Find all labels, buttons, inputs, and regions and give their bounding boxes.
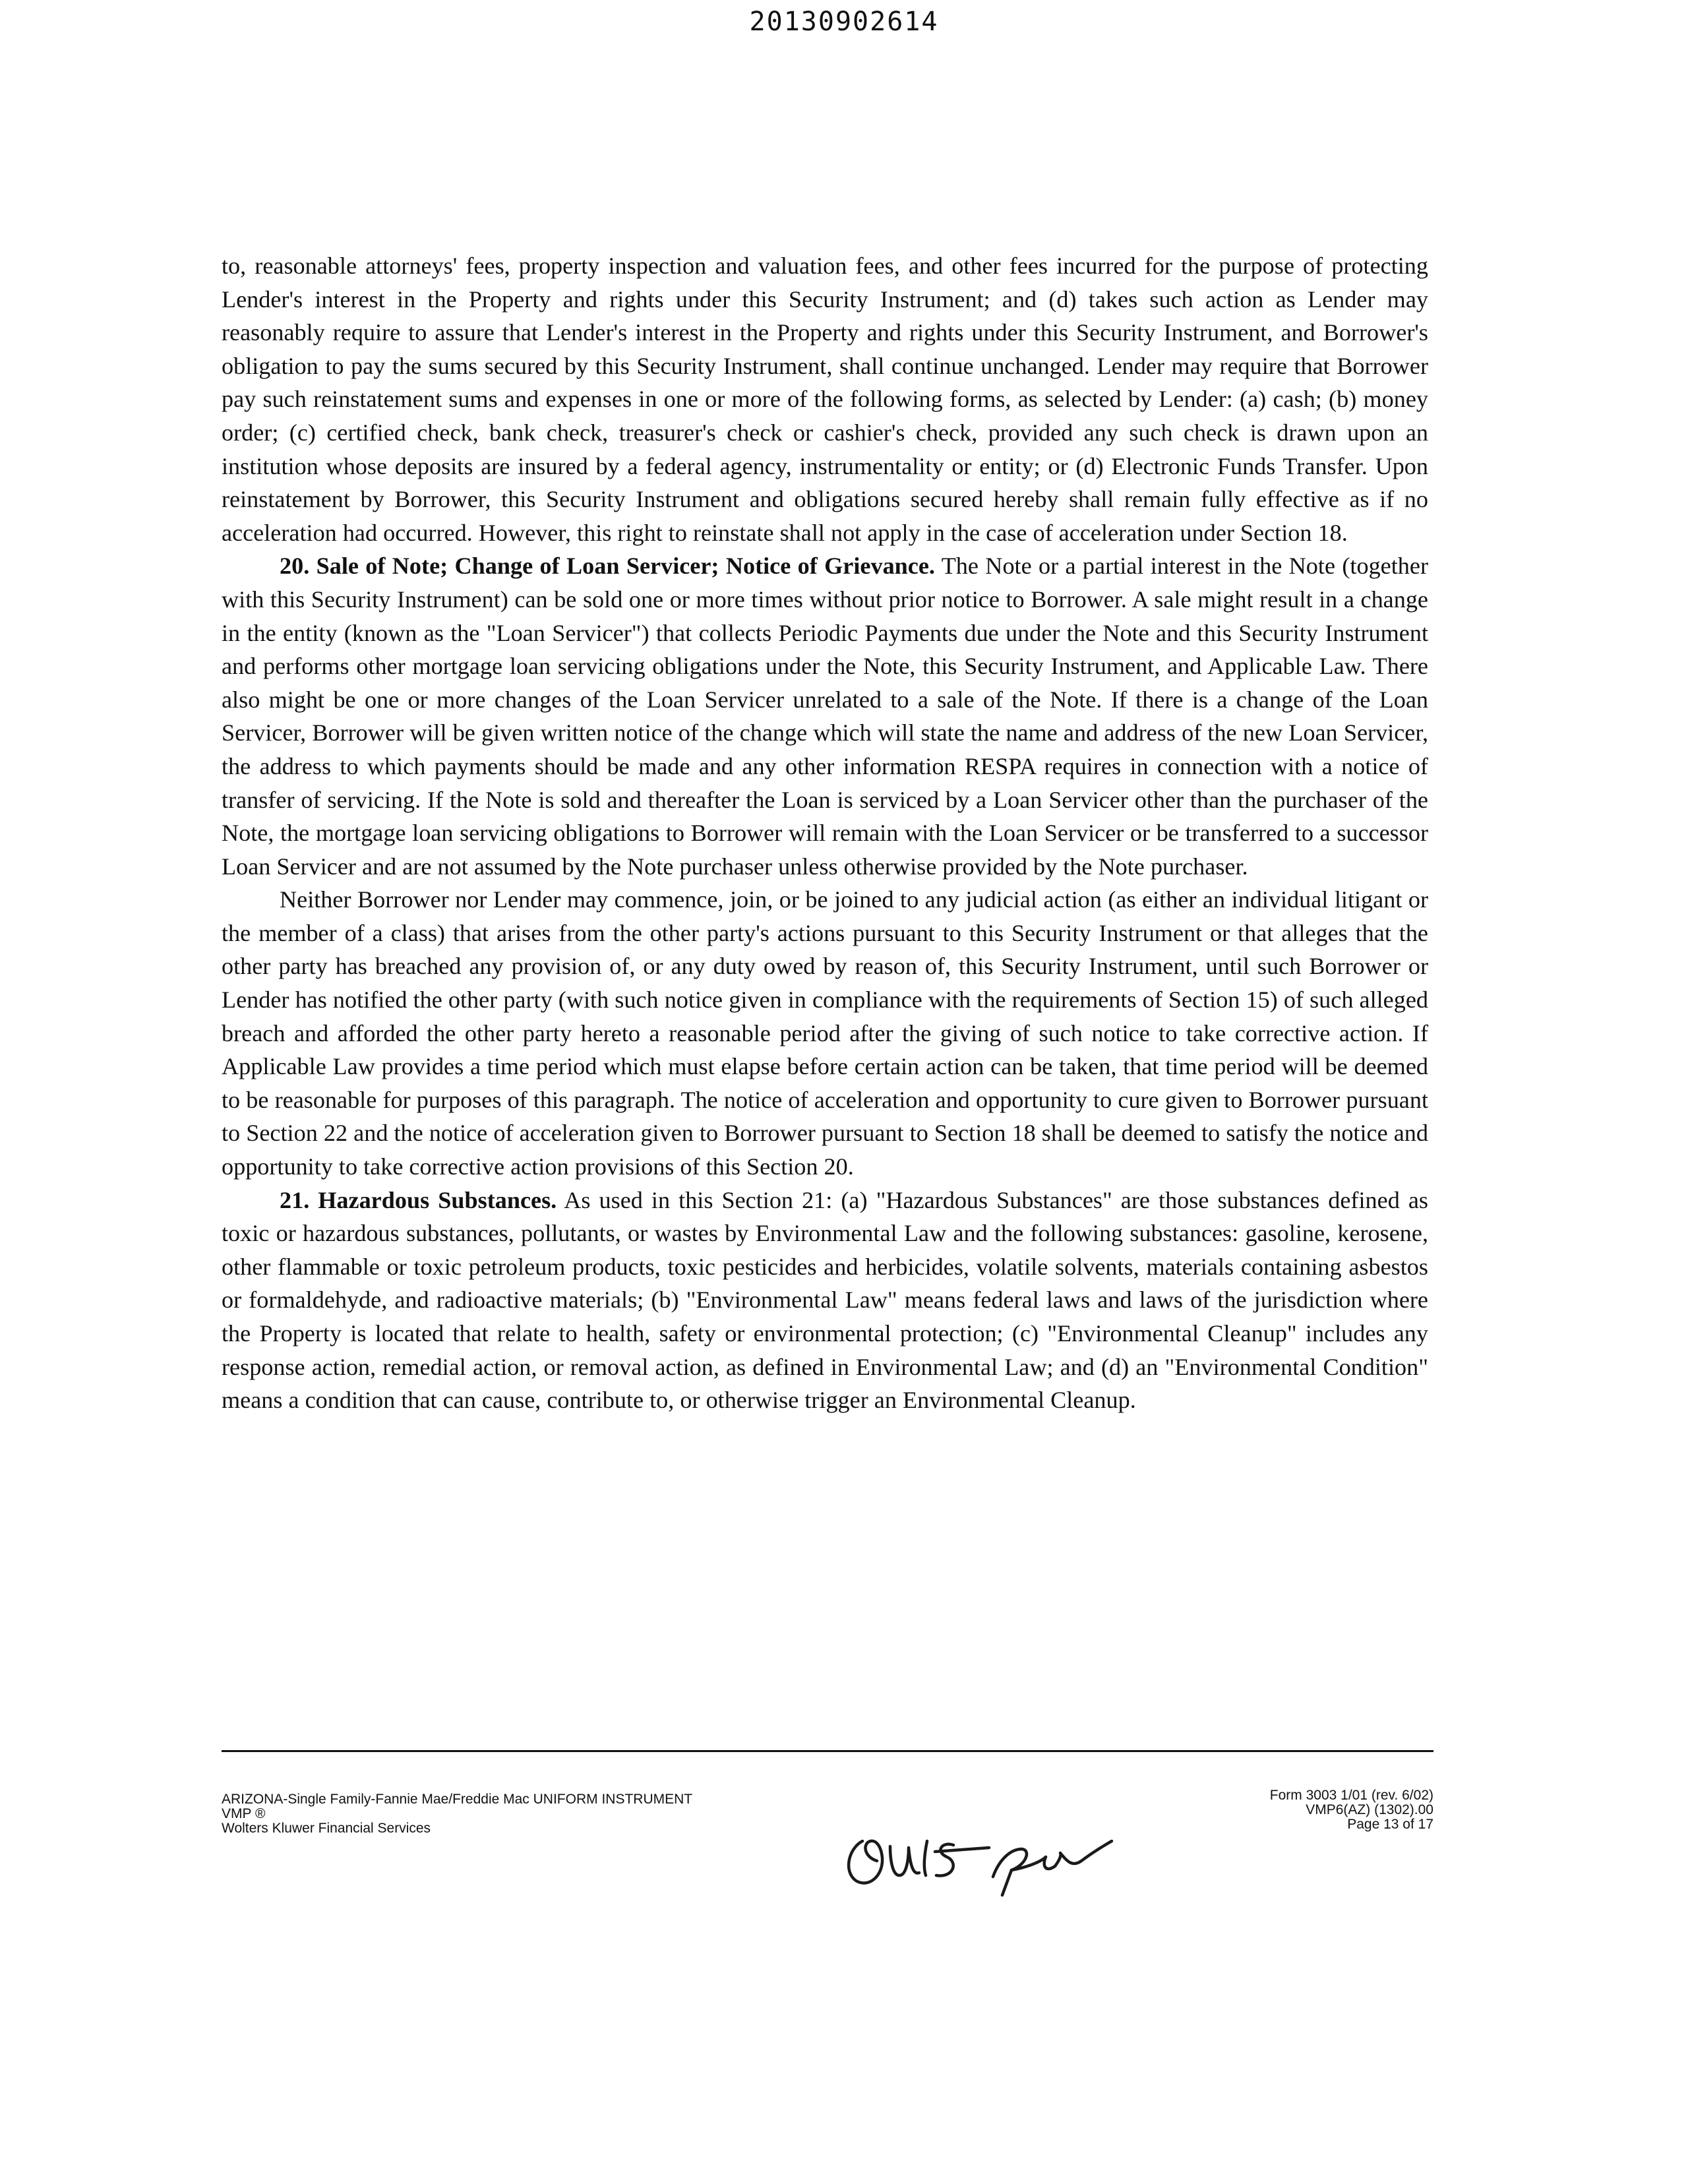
paragraph-continuation (222, 249, 1428, 549)
footer-divider (222, 1750, 1433, 1752)
paragraph-section-20 (222, 549, 1428, 883)
paragraph-text: Neither Borrower nor Lender may commence, join, or be joined to any judicial action (as either an individual litigant or the member of a class) that arises from the other party's actions pursuant to this Security Instrument or that alleges that the other party has breached any provision of, or any duty owed by reason of, this Security Instrument, until such Borrower or Lender has notified the other party (with such notice given in compliance with the requirements of Section 15) of such alleged breach and afforded the other party hereto a reasonable period after the giving of such notice to take corrective action. If Applicable Law provides a time period which must elapse before certain action can be taken, that time period will be deemed to be reasonable for purposes of this paragraph. The notice of acceleration and opportunity to cure given to Borrower pursuant to Section 22 and the notice of acceleration given to Borrower pursuant to Section 18 shall be deemed to satisfy the notice and opportunity to take corrective action provisions of this Section 20. (222, 886, 1428, 1180)
footer-publisher: Wolters Kluwer Financial Services (222, 1821, 431, 1836)
section-heading: 21. Hazardous Substances. (280, 1186, 557, 1213)
signature-stroke (924, 1841, 927, 1875)
signature-stroke (890, 1846, 919, 1875)
footer-form-code: Form 3003 1/01 (rev. 6/02) (1269, 1788, 1433, 1803)
section-heading: 20. Sale of Note; Change of Loan Servicer; Notice of Grievance. (280, 553, 935, 580)
paragraph-text: The Note or a partial interest in the Note (together with this Security Instrument) can be sold one or more times without prior notice to Borrower. A sale might result in a change in the entity (known as the "Loan Servicer") that collects Periodic Payments due under the Note and this Security Instrument and performs other mortgage loan servicing obligations under the Note, this Security Instrument, and Applicable Law. There also might be one or more changes of the Loan Servicer unrelated to a sale of the Note. If there is a change of the Loan Servicer, Borrower will be given written notice of the change which will state the name and address of the new Loan Servicer, the address to which payments should be made and any other information RESPA requires in connection with a notice of transfer of servicing. If the Note is sold and thereafter the Loan is serviced by a Loan Servicer other than the purchaser of the Note, the mortgage loan servicing obligations to Borrower will remain with the Loan Servicer or be transferred to a successor Loan Servicer and are not assumed by the Note purchaser unless otherwise provided by the Note purchaser. (222, 553, 1428, 880)
signature-stroke (936, 1844, 953, 1876)
paragraph-text: As used in this Section 21: (a) "Hazardous Substances" are those substances defined as toxic or hazardous substances, pollutants, or wastes by Environmental Law and the following substances: gasoline, kerosene, other flammable or toxic petroleum products, toxic pesticides and herbicides, volatile solvents, materials containing asbestos or formaldehyde, and radioactive materials; (b) "Environmental Law" means federal laws and laws of the jurisdiction where the Property is located that relate to health, safety or environmental protection; (c) "Environmental Cleanup" includes any response action, remedial action, or removal action, as defined in Environmental Law; and (d) an "Environmental Condition" means a condition that can cause, contribute to, or otherwise trigger an Environmental Cleanup. (222, 1186, 1428, 1414)
footer-vmp-mark: VMP ® (222, 1806, 266, 1821)
initials-signature (836, 1815, 1133, 1900)
footer-instrument-title: ARIZONA-Single Family-Fannie Mae/Freddie Mac UNIFORM INSTRUMENT (222, 1792, 693, 1807)
paragraph-text: to, reasonable attorneys' fees, property inspection and valuation fees, and other fees incurred for the purpose of protecting Lender's interest in the Property and rights under this Security Instrument; and (d) takes such action as Lender may reasonably require to assure that Lender's interest in the Property and rights under this Security Instrument, and Borrower's obligation to pay the sums secured by this Security Instrument, shall continue unchanged. Lender may require that Borrower pay such reinstatement sums and expenses in one or more of the following forms, as selected by Lender: (a) cash; (b) money order; (c) certified check, bank check, treasurer's check or cashier's check, provided any such check is drawn upon an institution whose deposits are insured by a federal agency, instrumentality or entity; or (d) Electronic Funds Transfer. Upon reinstatement by Borrower, this Security Instrument and obligations secured hereby shall remain fully effective as if no acceleration had occurred. However, this right to reinstate shall not apply in the case of acceleration under Section 18. (222, 253, 1428, 546)
document-body (222, 249, 1428, 1417)
paragraph-notice-of-grievance (222, 883, 1428, 1183)
footer-form-number (1091, 1788, 1433, 1832)
footer-page-number: Page 13 of 17 (1347, 1817, 1433, 1832)
paragraph-section-21 (222, 1184, 1428, 1417)
document-number: 20130902614 (749, 7, 939, 37)
signature-stroke (849, 1841, 882, 1883)
footer-vmp-code: VMP6(AZ) (1302).00 (1306, 1802, 1433, 1817)
footer-form-info (222, 1792, 868, 1836)
signature-stroke (1002, 1870, 1011, 1895)
signature-stroke (935, 1848, 989, 1852)
